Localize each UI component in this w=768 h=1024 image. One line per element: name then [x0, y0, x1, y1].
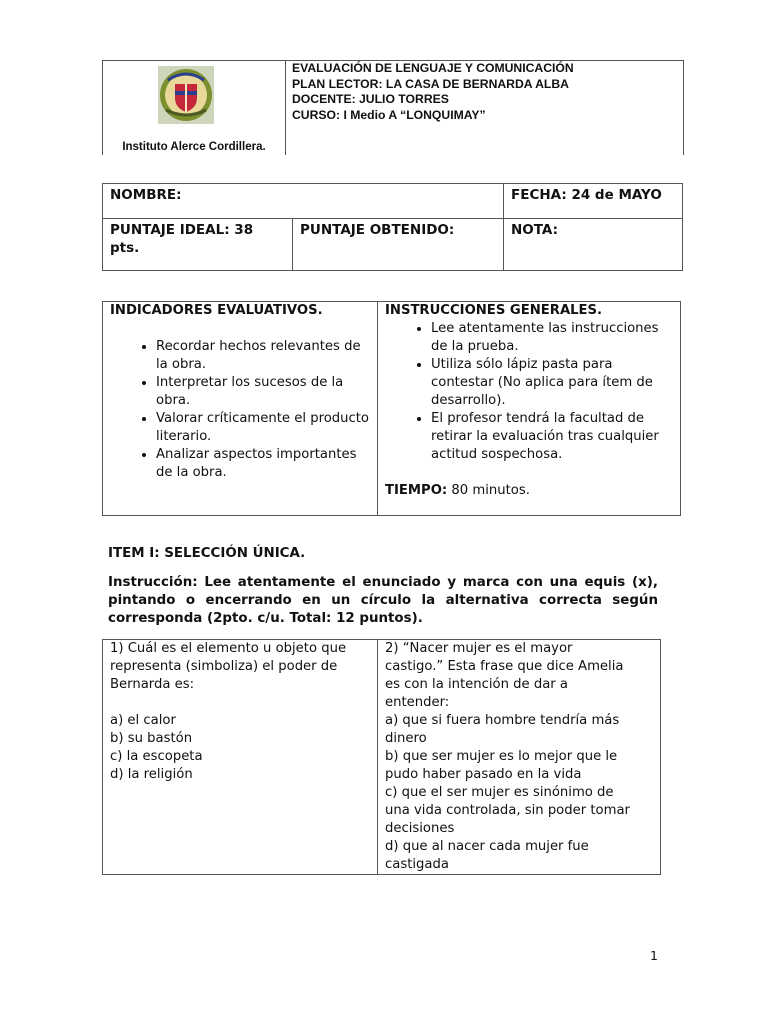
student-info-table — [102, 183, 683, 271]
list-item: • Utiliza sólo lápiz pasta para contestar (No aplica para ítem de desarrollo). — [431, 356, 673, 410]
option-b[interactable]: b) que ser mujer es lo mejor que le pudo haber pasado en la vida — [385, 749, 618, 782]
time-label: TIEMPO: — [385, 483, 448, 498]
list-item: • El profesor tendrá la facultad de retirar la evaluación tras cualquier actitud sospechosa. — [431, 410, 673, 464]
ideal-score-cell: PUNTAJE IDEAL: 38 pts. — [103, 219, 293, 271]
exam-teacher: DOCENTE: JULIO TORRES — [292, 92, 449, 107]
school-crest-icon — [158, 66, 214, 124]
option-a[interactable]: a) que si fuera hombre tendría más dinero — [385, 713, 620, 746]
list-item: • Valorar críticamente el producto literario. — [156, 410, 370, 446]
instructions-title: INSTRUCCIONES GENERALES. — [385, 303, 603, 318]
header-right-border — [683, 61, 684, 155]
exam-reading-plan: PLAN LECTOR: LA CASA DE BERNARDA ALBA — [292, 76, 569, 91]
question-1: 1) Cuál es el elemento u objeto que representa (simboliza) el poder de Bernarda es: a) el calor b) su bastón c) la escopeta d) la religión — [103, 640, 378, 875]
instructions-cell — [378, 302, 681, 516]
item-instruction: Instrucción: Lee atentamente el enunciado y marca con una equis (x), pintando o encerrando en un círculo la alternativa correcta según corresponda (2pto. c/u. Total: 12 puntos). — [108, 575, 658, 626]
exam-course: CURSO: I Medio A “LONQUIMAY” — [292, 108, 486, 123]
option-c[interactable]: c) la escopeta — [110, 749, 203, 764]
exam-subject: EVALUACIÓN DE LENGUAJE Y COMUNICACIÓN — [292, 61, 574, 75]
indicators-cell — [103, 302, 378, 516]
indicators-list — [110, 338, 370, 482]
option-b[interactable]: b) su bastón — [110, 731, 193, 746]
item-title: ITEM I: SELECCIÓN ÚNICA. — [108, 546, 306, 561]
grade-cell[interactable]: NOTA: — [504, 219, 683, 271]
questions-table — [102, 639, 661, 875]
time-info — [385, 482, 673, 500]
question-2: 2) “Nacer mujer es el mayor castigo.” Esta frase que dice Amelia es con la intención de dar a entender: a) que si fuera hombre tendría más dinero b) que ser mujer es lo mejor que le pudo haber pasado en la vida c) que el ser mujer es sinónimo de una vida controlada, sin poder tomar decisiones d) que al nacer cada mujer fue castigada — [378, 640, 661, 875]
option-d[interactable]: d) la religión — [110, 767, 193, 782]
date-cell: FECHA: 24 de MAYO — [504, 184, 683, 219]
name-cell[interactable]: NOMBRE: — [103, 184, 504, 219]
list-item: • Analizar aspectos importantes de la obra. — [156, 446, 370, 482]
institution-name: Instituto Alerce Cordillera. — [122, 141, 266, 153]
page-number: 1 — [650, 948, 658, 963]
option-a[interactable]: a) el calor — [110, 713, 176, 728]
option-d[interactable]: d) que al nacer cada mujer fue castigada — [385, 839, 589, 872]
instructions-list — [385, 320, 673, 464]
header-divider — [285, 61, 286, 155]
option-c[interactable]: c) que el ser mujer es sinónimo de una vida controlada, sin poder tomar decisiones — [385, 785, 630, 836]
exam-header-text — [292, 61, 574, 124]
list-item: • Interpretar los sucesos de la obra. — [156, 374, 370, 410]
header-box — [102, 60, 684, 155]
list-item: • Lee atentamente las instrucciones de la prueba. — [431, 320, 673, 356]
time-value: 80 minutos. — [447, 483, 530, 498]
obtained-score-cell[interactable]: PUNTAJE OBTENIDO: — [293, 219, 504, 271]
indicators-instructions-table — [102, 301, 681, 516]
indicators-title: INDICADORES EVALUATIVOS. — [110, 303, 323, 318]
list-item: • Recordar hechos relevantes de la obra. — [156, 338, 370, 374]
